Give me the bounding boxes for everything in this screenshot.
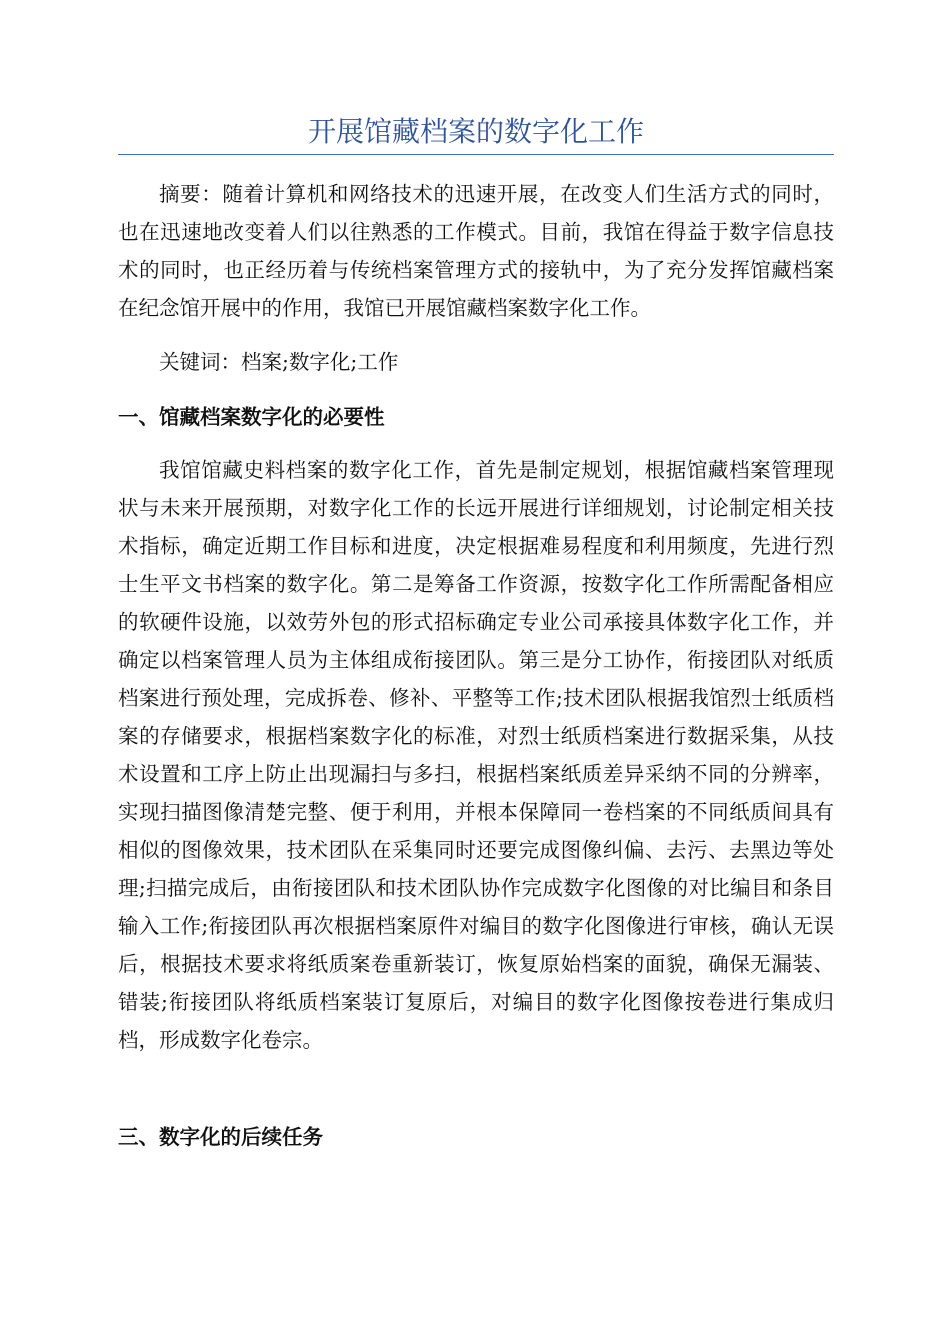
document-title: 开展馆藏档案的数字化工作 [307, 115, 644, 148]
keywords-line: 关键词：档案;数字化;工作 [159, 350, 399, 374]
section-body-paragraph: 我馆馆藏史料档案的数字化工作，首先是制定规划，根据馆藏档案管理现状与未来开展预期，对数字化工作的长远开展进行详细规划，讨论制定相关技术指标，确定近期工作目标和进度，决定根据难易程度和利用频度，先进行烈士生平文书档案的数字化。第二是筹备工作资源，按数字化工作所需配备相应的软硬件设施，以效劳外包的形式招标确定专业公司承接具体数字化工作，并确定以档案管理人员为主体组成衔接团队。第三是分工协作，衔接团队对纸质档案进行预处理，完成拆卷、修补、平整等工作;技术团队根据我馆烈士纸质档案的存储要求，根据档案数字化的标准，对烈士纸质档案进行数据采集，从技术设置和工序上防止出现漏扫与多扫，根据档案纸质差异采纳不同的分辨率，实现扫描图像清楚完整、便于利用，并根本保障同一卷档案的不同纸质间具有相似的图像效果，技术团队在采集同时还要完成图像纠偏、去污、去黑边等处理;扫描完成后，由衔接团队和技术团队协作完成数字化图像的对比编目和条目输入工作;衔接团队再次根据档案原件对编目的数字化图像进行审核，确认无误后，根据技术要求将纸质案卷重新装订，恢复原始档案的面貌，确保无漏装、错装;衔接团队将纸质档案装订复原后，对编目的数字化图像按卷进行集成归档，形成数字化卷宗。 [118, 458, 834, 1052]
title-underline [118, 154, 834, 155]
section-heading: 三、数字化的后续任务 [118, 1125, 323, 1149]
section-heading: 一、馆藏档案数字化的必要性 [118, 405, 385, 429]
abstract-paragraph: 摘要：随着计算机和网络技术的迅速开展，在改变人们生活方式的同时，也在迅速地改变着人们以往熟悉的工作模式。目前，我馆在得益于数字信息技术的同时，也正经历着与传统档案管理方式的接轨中，为了充分发挥馆藏档案在纪念馆开展中的作用，我馆已开展馆藏档案数字化工作。 [118, 182, 834, 320]
